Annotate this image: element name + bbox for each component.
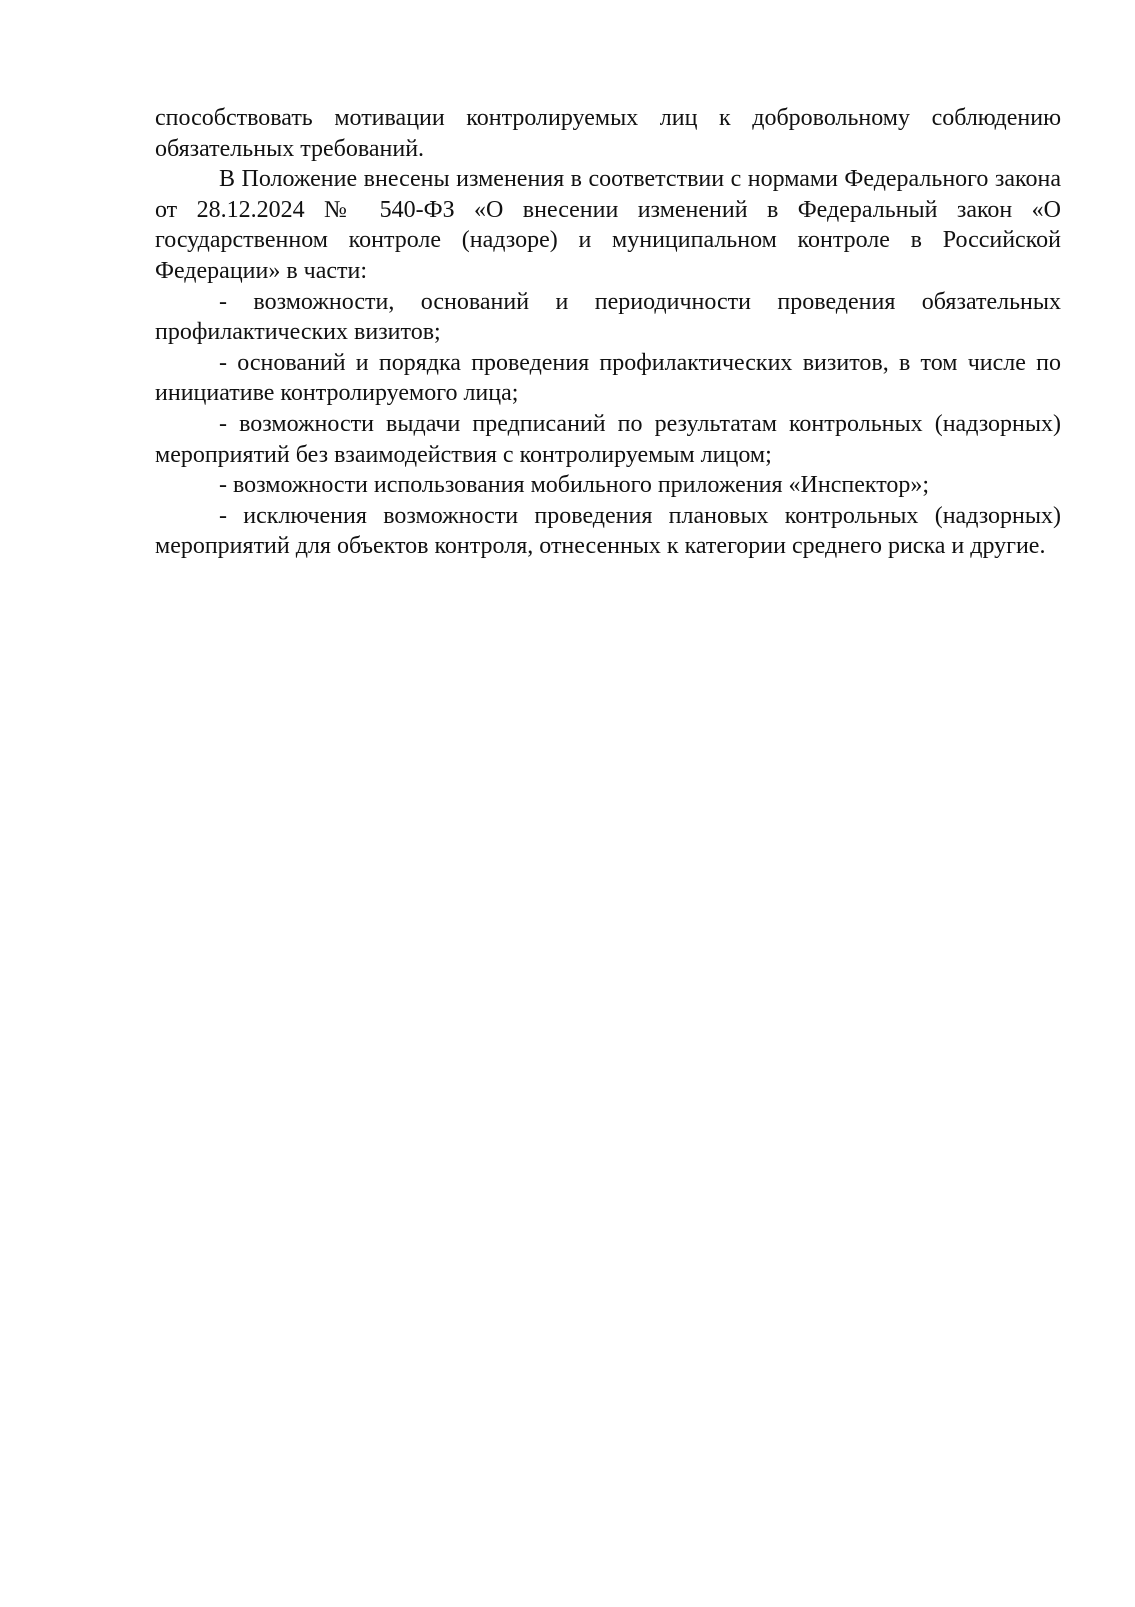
paragraph-continuation: способствовать мотивации контролируемых лиц к добровольному соблюдению обязательных требований.	[155, 105, 1061, 162]
paragraph-intro: В Положение внесены изменения в соответствии с нормами Федерального закона от 28.12.2024 № 540-ФЗ «О внесении изменений в Федеральный закон «О государственном контроле (надзоре) и муниципальном контроле в Российской Федерации» в части:	[155, 166, 1061, 284]
document-body	[155, 103, 1061, 562]
list-item-preventive-visits: - оснований и порядка проведения профилактических визитов, в том числе по инициативе контролируемого лица;	[155, 349, 1061, 407]
list-item-prescriptions: - возможности выдачи предписаний по результатам контрольных (надзорных) мероприятий без взаимодействия с контролируемым лицом;	[155, 410, 1061, 468]
list-item-mandatory-visits: - возможности, оснований и периодичности проведения обязательных профилактических визитов;	[155, 288, 1061, 346]
list-item-inspector-app: - возможности использования мобильного приложения «Инспектор»;	[219, 472, 930, 499]
list-item-planned-inspections: - исключения возможности проведения плановых контрольных (надзорных) мероприятий для объектов контроля, отнесенных к категории среднего риска и другие.	[155, 502, 1061, 560]
